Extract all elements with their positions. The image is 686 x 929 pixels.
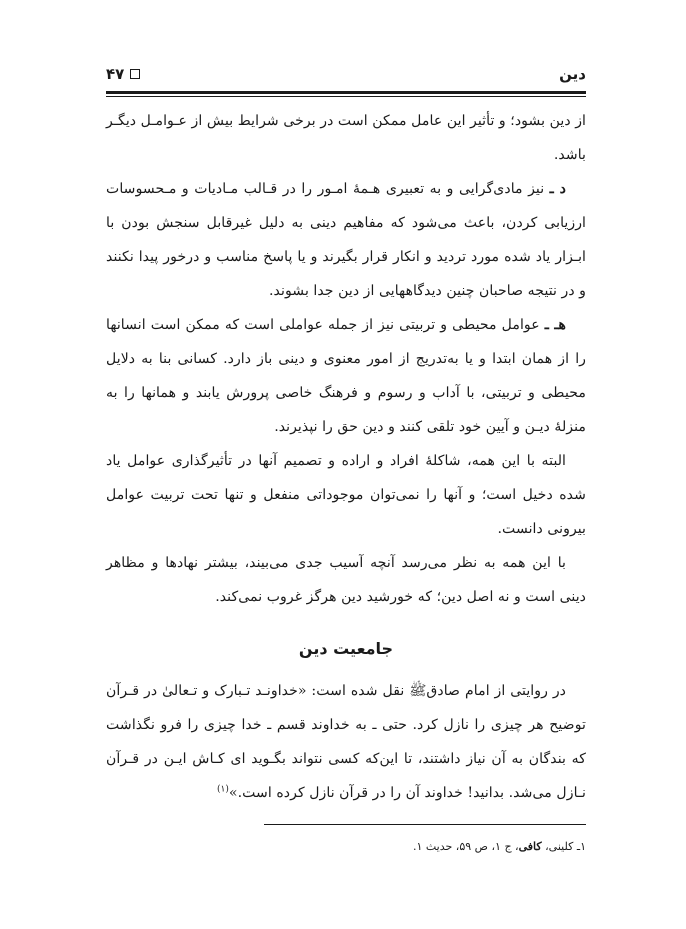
paragraph [106,172,586,308]
paragraph-lead: د ـ [549,181,566,197]
paragraph-lead: هـ ـ [544,317,566,333]
page-number: ۴۷ [106,65,125,83]
paragraph-text: نیز مادی‌گرایی و به تعبیری هـمهٔ امـور را در قـالب مـادیات و مـحسوسات ارزیابی کردن، باعث می‌شود که مفاهیم دینی به دلیل غیرقابل سنجش بودن با ابـزار یاد شده مورد تردید و انکار قرار بگیرند و یا پاسخ مناسب و درخور پیدا نکنند و در نتیجه صاحبان چنین دیدگاههایی از دین جدا بشوند. [106,181,586,299]
section-heading: جامعیت دین [298,639,394,658]
paragraph [106,308,586,444]
paragraph: از دین بشود؛ و تأثیر این عامل ممکن است در برخی شرایط بیش از عـوامـل دیگـر باشد. [106,113,586,163]
body-text [106,104,586,810]
footnote-reference[interactable]: (۱) [217,784,229,795]
paragraph [106,674,586,810]
header-rule-thin [106,96,586,97]
page-number-block [106,65,140,83]
footnote-book-title: کافی [518,840,542,853]
running-title: دین [559,65,586,83]
paragraph-text: عوامل محیطی و تربیتی نیز از جمله عواملی است که ممکن است انسانها را از همان ابتدا و یا به‌تدریج از امور معنوی و دینی باز دارد. کسانی بنا به دلایل محیطی و تربیتی، با آداب و رسوم و فرهنگ خاصی پرورش یابند و همانها را به منزلهٔ دیـن و آیین خود تلقی کنند و دین حق را نپذیرند. [106,317,586,435]
header-rule-thick [106,91,586,94]
footnote-rule [264,824,586,825]
square-bullet-icon [130,69,140,79]
footnote-rest: ، ج ۱، ص ۵۹، حدیث ۱. [412,840,519,853]
footnote-prefix: ۱ـ کلینی، [541,840,586,853]
paragraph: البته با این همه، شاکلهٔ افراد و اراده و تصمیم آنها در تأثیرگذاری عوامل یاد شده دخیل است؛ و آنها را نمی‌توان موجوداتی منفعل و تنها تحت تربیت عوامل بیرونی دانست. [106,453,586,537]
page-header [106,62,586,86]
paragraph-text: در روایتی از امام صادقﷺ نقل شده است: «خداونـد تـبارک و تـعالیٰ در قـرآن توضیح هر چیزی را نازل کرد. حتی ـ به خداوند قسم ـ خدا چیزی را فرو نگذاشت که بندگان به آن نیاز داشتند، تا این‌که کسی نتواند بگـوید ای کـاش ایـن در قـرآن نـازل می‌شد. بدانید! خداوند آن را در قرآن نازل کرده است.» [106,683,586,801]
paragraph: با این همه به نظر می‌رسد آنچه آسیب جدی می‌بیند، بیشتر نهادها و مظاهر دینی است و نه اصل دین؛ که خورشید دین هرگز غروب نمی‌کند. [106,555,586,605]
footnote [106,838,586,856]
